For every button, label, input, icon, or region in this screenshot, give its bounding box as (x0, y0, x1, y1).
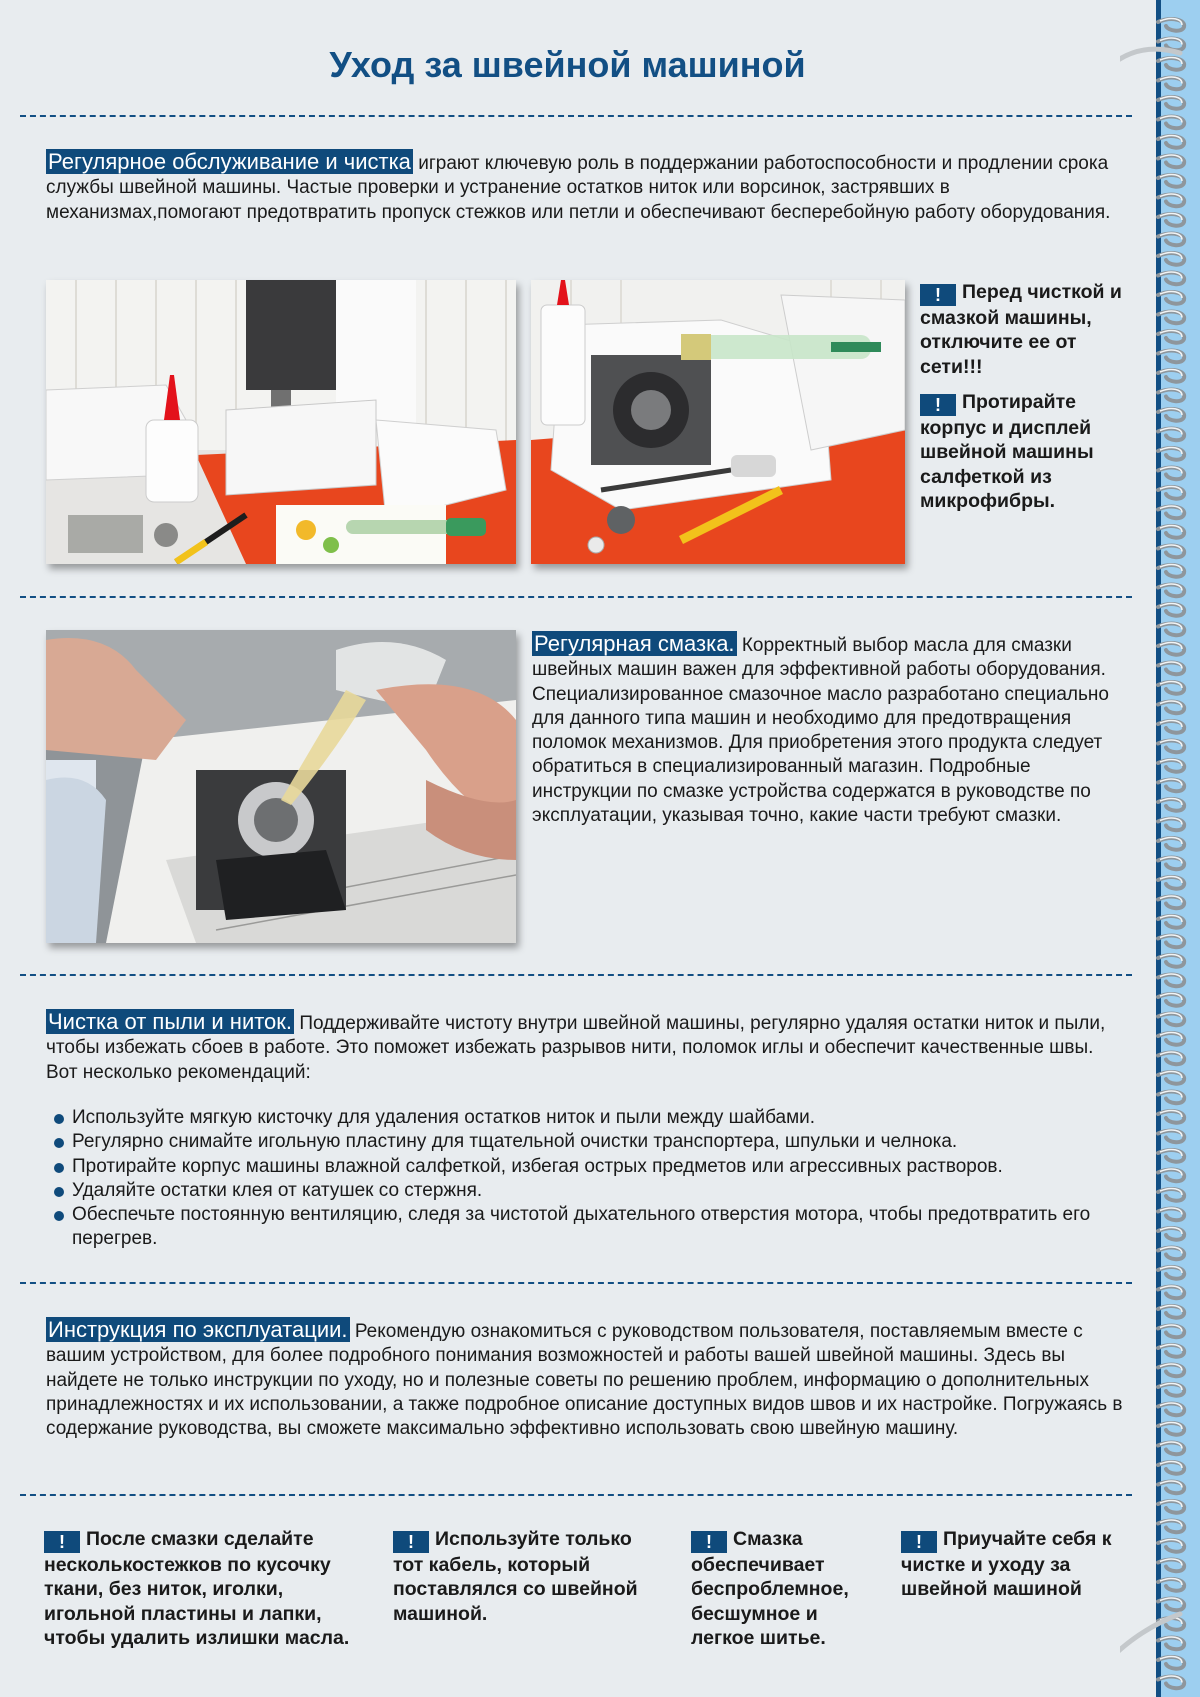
cleaning-tips-list (52, 1106, 1132, 1252)
cable-note-text: Используйте только тот кабель, который поставлялся со швейной машиной. (393, 1528, 638, 1625)
lubrication-note-text: Смазка обеспечивает беспроблемное, бесшумное и легкое шитье. (691, 1528, 849, 1649)
section-divider (20, 1494, 1132, 1496)
habit-note (901, 1527, 1131, 1602)
list-item: Используйте мягкую кисточку для удаления остатков ниток и пыли между шайбами. (52, 1106, 1132, 1130)
unplug-warning-text: Перед чисткой и смазкой машины, отключите ее от сети!!! (920, 281, 1122, 378)
cable-note (393, 1527, 663, 1626)
list-item: Регулярно снимайте игольную пластину для тщательной очистки транспортера, шпульки и челнока. (52, 1130, 1132, 1154)
manual-text: Рекомендую ознакомиться с руководством пользователя, поставляемым вместе с вашим устройством, для более подробного понимания возможностей и работы вашей швейной машины. Здесь вы найдете не только инструкции по уходу, но и полезные советы по решению проблем, информацию о дополнительных принадлежностях и их использовании, а также подробное описание доступных видов швов и их настройке. Погружаясь в содержание руководства, вы сможете максимально эффективно использовать свою швейную машину. (46, 1321, 1123, 1440)
dust-cleaning-text: Поддерживайте чистоту внутри швейной машины, регулярно удаляя остатки ниток и пыли, чтобы избежать сбоев в работе. Это поможет избежать разрывов нити, поломок иглы и обеспечит качественные швы. Вот несколько рекомендаций: (46, 1013, 1106, 1083)
list-item: Обеспечьте постоянную вентиляцию, следя за чистотой дыхательного отверстия мотора, чтобы предотвратить его перегрев. (52, 1203, 1132, 1252)
warning-icon: ! (920, 284, 956, 306)
habit-note-text: Приучайте себя к чистке и уходу за швейной машиной (901, 1528, 1112, 1601)
wipe-display-note (920, 390, 1125, 513)
oiling-heading: Регулярная смазка. (534, 631, 735, 656)
list-item: Удаляйте остатки клея от катушек со стержня. (52, 1179, 1132, 1203)
page-title: Уход за швейной машиной (329, 44, 806, 85)
oiling-paragraph (532, 632, 1122, 828)
spiral-binding (1120, 0, 1200, 1697)
maintenance-text: играют ключевую роль в поддержании работоспособности и продлении срока службы швейной машины. Частые проверки и устранение остатков ниток или ворсинок, застрявших в механизмах,помогают предотвратить пропуск стежков или петли и обеспечивают бесперебойную работу оборудования. (46, 153, 1111, 223)
after-oiling-text: После смазки сделайте несколькостежков по кусочку ткани, без ниток, иголки, игольной пластины и лапки, чтобы удалить излишки масла. (44, 1528, 350, 1649)
oiling-text: Корректный выбор масла для смазки швейных машин важен для эффективной работы оборудования. Специализированное смазочное масло разработано специально для данного типа машин и необходимо для предотвращения поломок механизмов. Для приобретения этого продукта следует обратиться в специализированный магазин. Подробные инструкции по смазке устройства содержатся в руководстве по эксплуатации, указывая точно, какие части требуют смазки. (532, 635, 1109, 827)
warning-icon: ! (920, 394, 956, 416)
lubrication-note (691, 1527, 871, 1650)
section-divider (20, 1282, 1132, 1284)
oiling-photo (46, 630, 516, 943)
warning-icon: ! (44, 1531, 80, 1553)
manual-heading: Инструкция по эксплуатации. (48, 1317, 348, 1342)
unplug-warning-note (920, 280, 1125, 379)
sewing-machine-tools-photo (46, 280, 516, 564)
manual-paragraph (46, 1318, 1126, 1441)
section-divider (20, 596, 1132, 598)
dust-cleaning-heading: Чистка от пыли и ниток. (48, 1009, 293, 1034)
section-divider (20, 974, 1132, 976)
dust-cleaning-paragraph (46, 1010, 1126, 1085)
maintenance-heading: Регулярное обслуживание и чистка (48, 149, 411, 174)
warning-icon: ! (393, 1531, 429, 1553)
list-item: Протирайте корпус машины влажной салфеткой, избегая острых предметов или агрессивных растворов. (52, 1155, 1132, 1179)
section-divider (20, 115, 1132, 117)
warning-icon: ! (901, 1531, 937, 1553)
wipe-display-text: Протирайте корпус и дисплей швейной машины салфеткой из микрофибры. (920, 391, 1094, 512)
warning-icon: ! (691, 1531, 727, 1553)
maintenance-paragraph (46, 150, 1122, 225)
bobbin-cleaning-photo (531, 280, 905, 564)
after-oiling-note (44, 1527, 374, 1650)
